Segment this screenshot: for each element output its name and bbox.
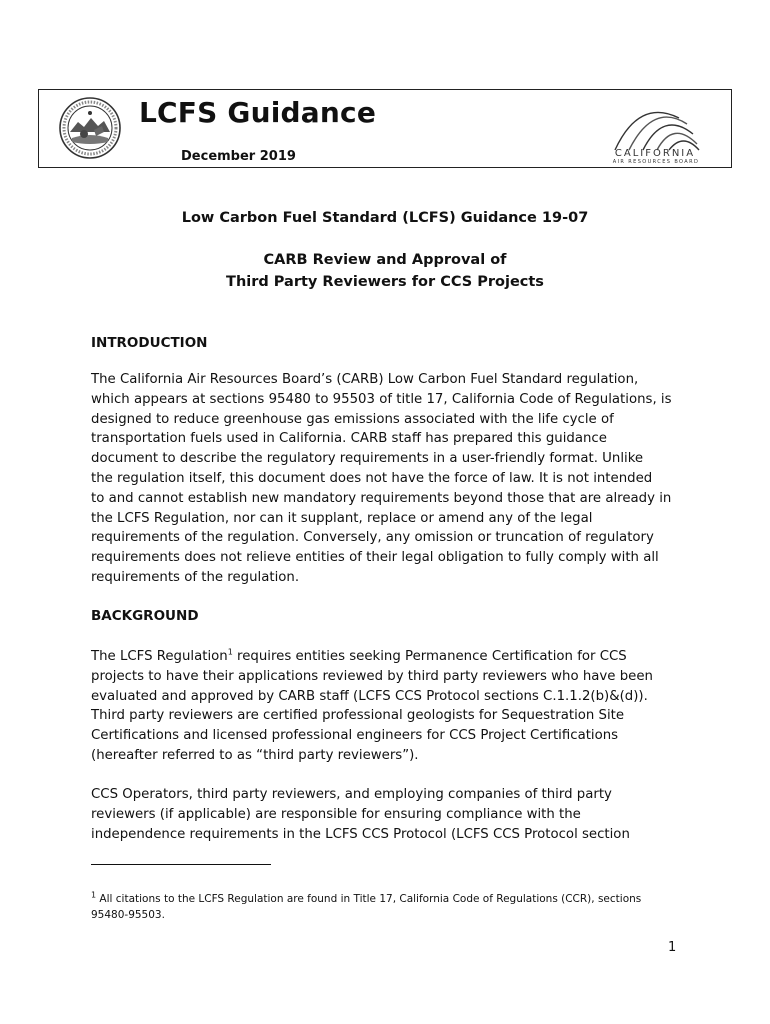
header-title: LCFS Guidance	[139, 96, 377, 129]
document-title: Low Carbon Fuel Standard (LCFS) Guidance 19-07	[181, 210, 589, 226]
paragraph-line: the LCFS Regulation, nor can it supplant, replace or amend any of the legal	[91, 510, 593, 526]
paragraph-line: projects to have their applications reviewed by third party reviewers who have been	[91, 668, 653, 684]
paragraph-line: the regulation itself, this document does not have the force of law. It is not intended	[91, 470, 653, 486]
footnote-text: All citations to the LCFS Regulation are found in Title 17, California Code of Regulations (CCR), sections	[96, 893, 642, 905]
document-subtitle-line2: Third Party Reviewers for CCS Projects	[226, 274, 544, 290]
header-date: December 2019	[181, 149, 296, 164]
footnote-marker: 1	[91, 890, 97, 900]
paragraph-line: transportation fuels used in California. CARB staff has prepared this guidance	[91, 431, 607, 447]
paragraph-line: Third party reviewers are certified professional geologists for Sequestration Site	[91, 708, 625, 724]
paragraph-line: independence requirements in the LCFS CCS Protocol (LCFS CCS Protocol section	[91, 826, 630, 842]
background-heading: BACKGROUND	[91, 608, 199, 624]
paragraph-line: to and cannot establish new mandatory requirements beyond those that are already in	[91, 490, 672, 506]
paragraph-line-rest: requires entities seeking Permanence Certification for CCS	[232, 649, 627, 664]
state-seal-icon	[58, 96, 122, 160]
introduction-paragraph	[91, 370, 691, 588]
paragraph-line: The California Air Resources Board’s (CARB) Low Carbon Fuel Standard regulation,	[91, 372, 639, 387]
background-paragraph-2	[91, 785, 691, 844]
carb-logo-subtitle: AIR RESOURCES BOARD	[612, 159, 700, 165]
paragraph-line	[91, 647, 691, 667]
paragraph-line: (hereafter referred to as “third party reviewers”).	[91, 747, 419, 763]
paragraph-line: reviewers (if applicable) are responsible for ensuring compliance with the	[91, 806, 581, 822]
paragraph-line: Certifications and licensed professional engineers for CCS Project Certifications	[91, 728, 619, 744]
footnote-divider	[91, 864, 271, 865]
paragraph-line: evaluated and approved by CARB staff (LCFS CCS Protocol sections C.1.1.2(b)&(d)).	[91, 688, 648, 704]
carb-logo-name: CALIFORNIA	[614, 148, 696, 159]
footnote	[91, 891, 691, 923]
document-subtitle-line1: CARB Review and Approval of	[263, 252, 507, 268]
paragraph-line: which appears at sections 95480 to 95503 of title 17, California Code of Regulations, is	[91, 391, 672, 407]
footnote-line	[91, 891, 691, 907]
paragraph-line: document to describe the regulatory requirements in a user-friendly format. Unlike	[91, 451, 644, 467]
paragraph-line: requirements does not relieve entities of their legal obligation to fully comply with all	[91, 550, 659, 566]
footnote-reference: 1	[227, 647, 233, 657]
introduction-heading: INTRODUCTION	[91, 335, 208, 351]
background-paragraph-1	[91, 647, 691, 766]
paragraph-line-start: The LCFS Regulation	[91, 649, 228, 664]
paragraph-line: CCS Operators, third party reviewers, and employing companies of third party	[91, 787, 612, 802]
paragraph-line: requirements of the regulation. Conversely, any omission or truncation of regulatory	[91, 530, 654, 546]
document-header	[38, 89, 732, 168]
footnote-line: 95480-95503.	[91, 909, 165, 921]
paragraph-line: designed to reduce greenhouse gas emissions associated with the life cycle of	[91, 411, 614, 427]
paragraph-line: requirements of the regulation.	[91, 569, 300, 585]
carb-logo-icon	[609, 104, 701, 152]
page-number: 1	[668, 940, 677, 955]
